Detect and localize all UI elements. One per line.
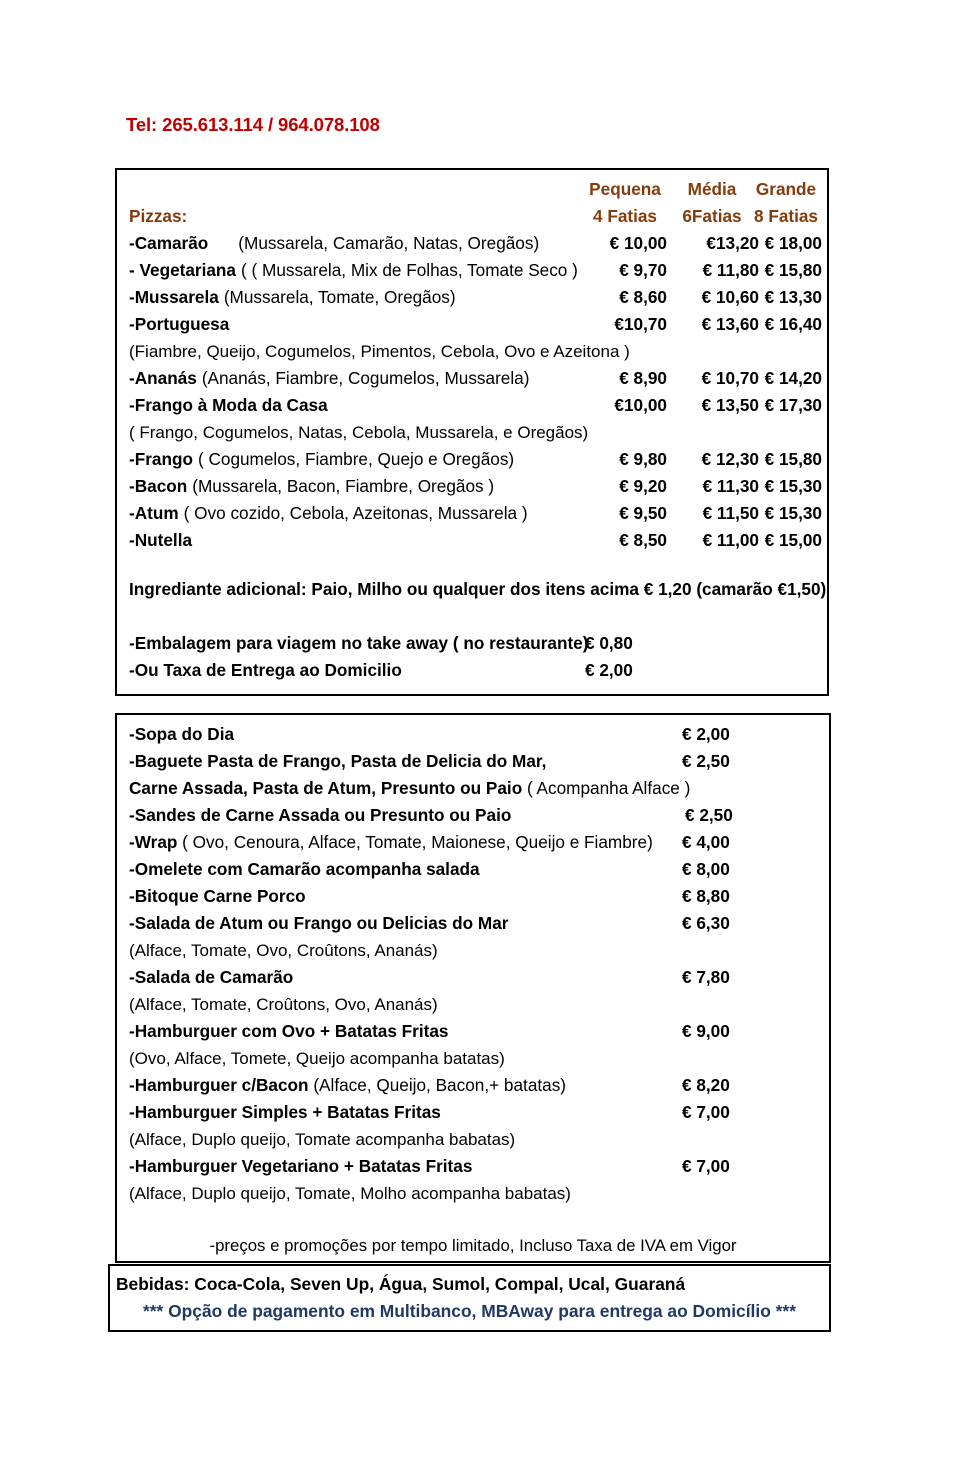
takeaway-label: -Embalagem para viagem no take away ( no restaurante) xyxy=(129,633,589,653)
drinks-list: Bebidas: Coca-Cola, Seven Up, Água, Sumol, Compal, Ucal, Guaraná xyxy=(116,1274,686,1294)
price-medium: € 13,50 xyxy=(701,395,759,415)
pizza-name-desc xyxy=(129,284,456,311)
pizza-desc: (Mussarela, Bacon, Fiambre, Oregãos ) xyxy=(192,476,495,496)
price-medium: € 11,80 xyxy=(702,260,759,280)
price-disclaimer: -preços e promoções por tempo limitado, Incluso Taxa de IVA em Vigor xyxy=(209,1236,737,1255)
pizzas-label: Pizzas: xyxy=(129,206,188,226)
snack-name-desc xyxy=(129,883,306,910)
column-header-small-size: Pequena xyxy=(589,179,661,199)
pizza-desc-continuation: (Fiambre, Queijo, Cogumelos, Pimentos, Cebola, Ovo e Azeitona ) xyxy=(129,342,630,361)
price-medium: € 13,60 xyxy=(701,314,759,334)
price-large: € 15,80 xyxy=(764,260,822,280)
pizza-desc: ( Ovo cozido, Cebola, Azeitonas, Mussarela ) xyxy=(183,503,528,523)
table-row-continuation xyxy=(117,1126,829,1153)
price-medium: € 10,70 xyxy=(701,368,759,388)
table-row xyxy=(117,365,827,392)
takeaway-fee-row xyxy=(117,630,827,657)
snack-name: -Hamburguer c/Bacon xyxy=(129,1075,309,1095)
price-medium: € 12,30 xyxy=(701,449,759,469)
snack-price: € 8,20 xyxy=(682,1075,730,1095)
price-large: € 13,30 xyxy=(764,287,822,307)
price-small: € 8,90 xyxy=(619,368,667,388)
pizza-name-desc xyxy=(129,257,578,284)
pizza-name-desc xyxy=(129,527,192,554)
price-medium: € 10,60 xyxy=(701,287,759,307)
table-row-continuation xyxy=(117,338,827,365)
price-small: € 9,20 xyxy=(619,476,667,496)
price-small: € 9,80 xyxy=(619,449,667,469)
table-row-continuation xyxy=(117,1180,829,1207)
snack-name-desc xyxy=(129,1153,472,1180)
snack-price: € 9,00 xyxy=(682,1021,730,1041)
snack-price: € 7,00 xyxy=(682,1156,730,1176)
pizza-name-desc xyxy=(129,500,528,527)
pizza-name-desc xyxy=(129,311,229,338)
phone-header: Tel: 265.613.114 / 964.078.108 xyxy=(126,114,380,135)
price-large: € 15,80 xyxy=(764,449,822,469)
snack-name: -Wrap xyxy=(129,832,178,852)
table-row xyxy=(117,964,829,991)
pizza-name: - Vegetariana xyxy=(129,260,236,280)
takeaway-price: € 0,80 xyxy=(585,633,633,653)
pizza-name: -Portuguesa xyxy=(129,314,230,334)
pizza-name: -Nutella xyxy=(129,530,193,550)
table-row xyxy=(117,527,827,554)
table-row xyxy=(117,257,827,284)
table-row xyxy=(117,473,827,500)
table-row xyxy=(117,446,827,473)
pizza-name-desc xyxy=(129,365,529,392)
snack-desc: ( Acompanha Alface ) xyxy=(522,778,691,798)
table-row xyxy=(117,1018,829,1045)
extra-ingredient-note: Ingrediante adicional: Paio, Milho ou qualquer dos itens acima € 1,20 (camarão €1,50) xyxy=(129,579,827,599)
price-small: € 8,60 xyxy=(619,287,667,307)
delivery-price: € 2,00 xyxy=(585,660,633,680)
pizza-desc: (Mussarela, Tomate, Oregãos) xyxy=(223,287,456,307)
price-large: € 15,30 xyxy=(764,476,822,496)
table-row xyxy=(117,284,827,311)
price-small: € 9,70 xyxy=(619,260,667,280)
snack-name: -Sopa do Dia xyxy=(129,724,235,744)
table-row xyxy=(117,748,829,775)
pizza-name-desc xyxy=(129,392,328,419)
snack-name-desc xyxy=(129,1018,449,1045)
snack-price: € 8,80 xyxy=(682,886,730,906)
snack-name: -Hamburguer com Ovo + Batatas Fritas xyxy=(129,1021,449,1041)
price-medium: € 11,30 xyxy=(702,476,759,496)
table-row xyxy=(117,856,829,883)
snack-name-desc xyxy=(129,829,653,856)
price-large: € 15,30 xyxy=(764,503,822,523)
price-small: € 10,00 xyxy=(609,233,667,253)
drinks-section-box xyxy=(108,1264,831,1332)
table-row-continuation xyxy=(117,937,829,964)
snack-desc: (Alface, Queijo, Bacon,+ batatas) xyxy=(308,1075,567,1095)
price-medium: € 11,50 xyxy=(702,503,759,523)
snack-price: € 4,00 xyxy=(682,832,730,852)
price-medium: € 11,00 xyxy=(702,530,759,550)
table-row xyxy=(117,1153,829,1180)
pizza-name-desc xyxy=(129,230,539,257)
snack-name: -Hamburguer Vegetariano + Batatas Fritas xyxy=(129,1156,473,1176)
pizza-name: -Bacon xyxy=(129,476,188,496)
snack-name-desc xyxy=(129,1099,441,1126)
table-row xyxy=(117,311,827,338)
column-header-large-size: Grande xyxy=(755,179,817,199)
snack-price: € 2,50 xyxy=(682,751,730,771)
pizza-section-box xyxy=(115,168,829,696)
table-row xyxy=(117,1072,829,1099)
snack-name-desc xyxy=(129,856,480,883)
snack-name: -Bitoque Carne Porco xyxy=(129,886,306,906)
pizza-name: -Frango à Moda da Casa xyxy=(129,395,328,415)
snack-desc: ( Ovo, Cenoura, Alface, Tomate, Maionese, Queijo e Fiambre) xyxy=(177,832,653,852)
price-large: € 15,00 xyxy=(764,530,822,550)
pizza-desc-continuation: ( Frango, Cogumelos, Natas, Cebola, Mussarela, e Oregãos) xyxy=(129,423,589,442)
snack-name-desc xyxy=(129,748,546,775)
table-row xyxy=(117,775,829,802)
snack-name: -Sandes de Carne Assada ou Presunto ou Paio xyxy=(129,805,512,825)
table-row xyxy=(117,230,827,257)
pizza-name-desc xyxy=(129,473,494,500)
snack-name-desc xyxy=(129,910,508,937)
pizza-name: -Ananás xyxy=(129,368,197,388)
price-small: €10,70 xyxy=(614,314,667,334)
column-header-medium-size: Média xyxy=(687,179,737,199)
snack-name-desc xyxy=(129,775,690,802)
table-row xyxy=(117,802,829,829)
snack-desc-continuation: (Alface, Tomate, Ovo, Croûtons, Ananás) xyxy=(129,941,438,960)
snack-name: Carne Assada, Pasta de Atum, Presunto ou Paio xyxy=(129,778,523,798)
table-row xyxy=(117,829,829,856)
snack-price: € 2,50 xyxy=(685,805,733,825)
snack-price: € 7,00 xyxy=(682,1102,730,1122)
pizza-name: -Atum xyxy=(129,503,179,523)
pizza-name: -Frango xyxy=(129,449,193,469)
snack-desc-continuation: (Ovo, Alface, Tomete, Queijo acompanha batatas) xyxy=(129,1049,505,1068)
snack-desc-continuation: (Alface, Duplo queijo, Tomate, Molho acompanha babatas) xyxy=(129,1184,571,1203)
snack-price: € 6,30 xyxy=(682,913,730,933)
price-large: € 17,30 xyxy=(764,395,822,415)
table-row xyxy=(117,1099,829,1126)
snack-price: € 2,00 xyxy=(682,724,730,744)
snack-name: -Omelete com Camarão acompanha salada xyxy=(129,859,480,879)
pizza-name: -Camarão xyxy=(129,233,209,253)
table-row xyxy=(117,500,827,527)
price-large: € 18,00 xyxy=(764,233,822,253)
delivery-fee-row xyxy=(117,657,827,684)
snack-name: -Salada de Camarão xyxy=(129,967,294,987)
column-header-large-slices: 8 Fatias xyxy=(753,206,818,226)
snack-name: -Hamburguer Simples + Batatas Fritas xyxy=(129,1102,441,1122)
price-large: € 14,20 xyxy=(764,368,822,388)
snacks-section-box xyxy=(115,713,831,1263)
snack-name: -Salada de Atum ou Frango ou Delicias do Mar xyxy=(129,913,509,933)
table-row-continuation xyxy=(117,1045,829,1072)
payment-options-note: *** Opção de pagamento em Multibanco, MBAway para entrega ao Domicílio *** xyxy=(143,1301,796,1321)
column-header-small-slices: 4 Fatias xyxy=(592,206,657,226)
snack-name-desc xyxy=(129,802,511,829)
table-row-continuation xyxy=(117,991,829,1018)
price-small: € 8,50 xyxy=(619,530,667,550)
pizza-desc: ( Cogumelos, Fiambre, Quejo e Oregãos) xyxy=(197,449,515,469)
snack-name-desc xyxy=(129,721,234,748)
price-small: € 9,50 xyxy=(619,503,667,523)
table-row xyxy=(117,910,829,937)
pizza-desc: ( ( Mussarela, Mix de Folhas, Tomate Seco ) xyxy=(241,260,578,280)
snack-name: -Baguete Pasta de Frango, Pasta de Delicia do Mar, xyxy=(129,751,547,771)
snack-price: € 7,80 xyxy=(682,967,730,987)
pizza-name-desc xyxy=(129,446,514,473)
pizza-desc: (Ananás, Fiambre, Cogumelos, Mussarela) xyxy=(201,368,530,388)
table-row-continuation xyxy=(117,419,827,446)
price-large: € 16,40 xyxy=(764,314,822,334)
snack-name-desc xyxy=(129,964,293,991)
price-small: €10,00 xyxy=(614,395,667,415)
column-header-medium-slices: 6Fatias xyxy=(682,206,742,226)
pizza-column-header-slices xyxy=(117,203,827,230)
pizza-column-header-sizes xyxy=(117,176,827,203)
table-row xyxy=(117,721,829,748)
pizza-name: -Mussarela xyxy=(129,287,219,307)
price-medium: €13,20 xyxy=(706,233,759,253)
snack-desc-continuation: (Alface, Tomate, Croûtons, Ovo, Ananás) xyxy=(129,995,438,1014)
snack-price: € 8,00 xyxy=(682,859,730,879)
table-row xyxy=(117,392,827,419)
delivery-label: -Ou Taxa de Entrega ao Domicilio xyxy=(129,660,402,680)
snack-name-desc xyxy=(129,1072,566,1099)
snack-desc-continuation: (Alface, Duplo queijo, Tomate acompanha babatas) xyxy=(129,1130,516,1149)
pizza-desc: (Mussarela, Camarão, Natas, Oregãos) xyxy=(238,233,540,253)
table-row xyxy=(117,883,829,910)
